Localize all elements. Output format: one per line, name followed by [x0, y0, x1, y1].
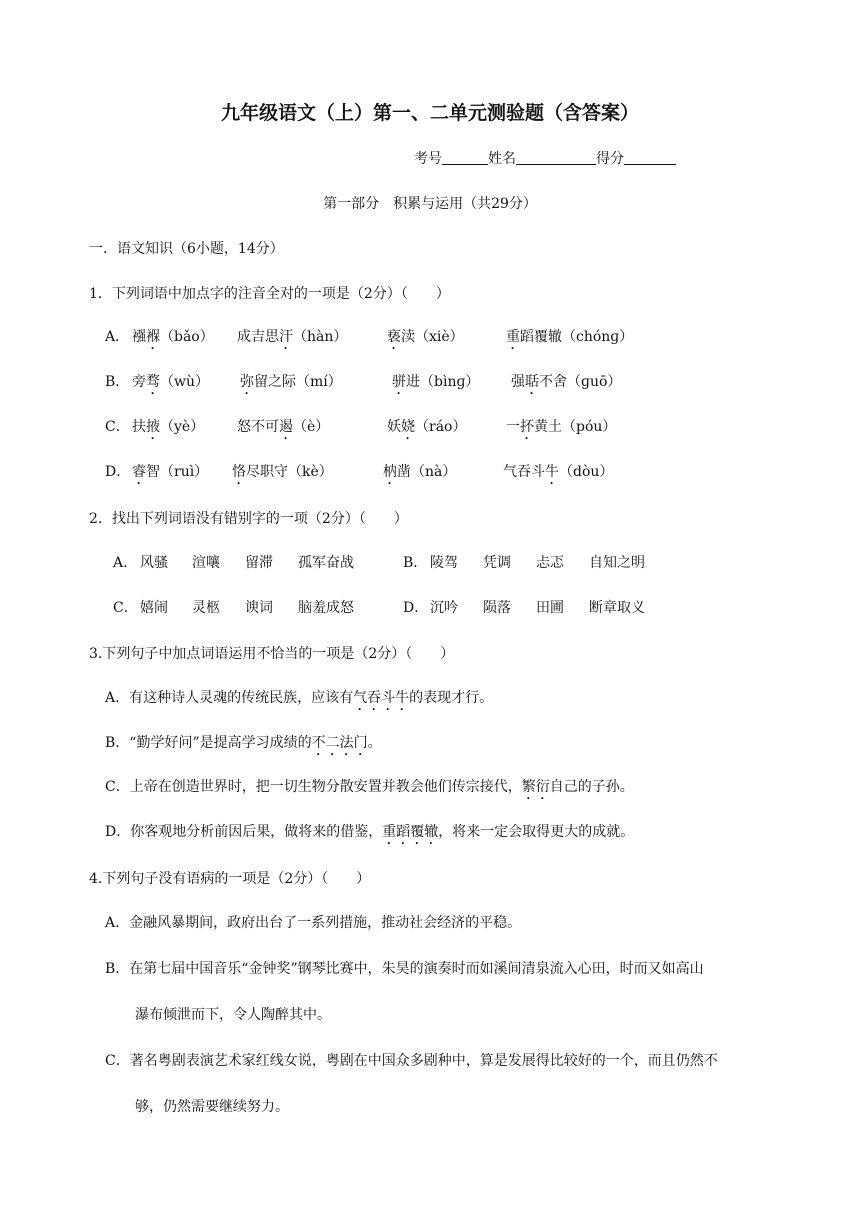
dotted-phrase: 繁衍: [521, 779, 550, 795]
word: 陨落: [483, 600, 511, 616]
pinyin-item: 旁骛（wù）: [132, 374, 209, 390]
sentence-text: 的表现才行。: [409, 690, 494, 706]
word: 谀词: [245, 600, 273, 616]
q1-option-row: [0, 417, 860, 437]
document-title: 九年级语文（上）第一、二单元测验题（含答案）: [220, 102, 639, 124]
option-label: B．: [105, 374, 130, 390]
option-label: A．: [105, 329, 130, 345]
name-label: 姓名: [488, 151, 516, 167]
exam-no-blank: [442, 150, 488, 165]
q1-option-row: [0, 372, 860, 392]
option-label: C．: [113, 600, 138, 616]
pinyin-item: 枘凿（nà）: [383, 464, 457, 480]
option-label: B．: [105, 961, 130, 977]
option-label: D．: [105, 824, 131, 840]
section-title: 一．语文知识（6小题，14分）: [89, 241, 284, 257]
option-label: D．: [403, 600, 429, 616]
pinyin-item: 恪尽职守（kè）: [232, 464, 333, 480]
header-info: [414, 149, 676, 169]
word: 陵驾: [430, 555, 458, 571]
q1-option-row: [0, 462, 860, 482]
dotted-phrase: 不二法门: [311, 735, 368, 751]
sentence-text: 在第七届中国音乐“金钟奖”钢琴比赛中，朱昊的演奏时而如溪间清泉流入心田，时而又如高山: [129, 961, 704, 977]
sentence-text: 著名粤剧表演艺术家红线女说，粤剧在中国众多剧种中，算是发展得比较好的一个，而且仍然不: [129, 1053, 718, 1069]
pinyin-item: 亵渎（xiè）: [387, 329, 464, 345]
word: 孤军奋战: [298, 555, 354, 571]
word: 自知之明: [589, 555, 645, 571]
word: 断章取义: [589, 600, 645, 616]
q2-option-row: [0, 553, 860, 573]
pinyin-item: 一抔黄土（póu）: [506, 419, 617, 435]
word: 田圃: [536, 600, 564, 616]
dotted-phrase: 重蹈覆辙: [382, 824, 439, 840]
word: 渲嚷: [192, 555, 220, 571]
pinyin-item: 扶掖（yè）: [132, 419, 205, 435]
dotted-phrase: 气吞斗牛: [353, 690, 410, 706]
option-label: A．: [113, 555, 138, 571]
option-label: A．: [105, 915, 130, 931]
pinyin-item: 睿智（ruì）: [132, 464, 209, 480]
option-label: C．: [105, 779, 130, 795]
pinyin-item: 气吞斗牛（dòu）: [503, 464, 614, 480]
q4-option-c: [105, 1051, 718, 1071]
pinyin-item: 襁褓（bǎo）: [132, 329, 214, 345]
part-title: 第一部分 积累与运用（共29分）: [323, 196, 537, 212]
score-blank: [624, 150, 676, 165]
word: 留滞: [245, 555, 273, 571]
option-label: C．: [105, 1053, 130, 1069]
sentence-text: 自己的子孙。: [549, 779, 634, 795]
sentence-text: 上帝在创造世界时，把一切生物分散安置并教会他们传宗接代，: [129, 779, 522, 795]
q4-option-b-continued: 瀑布倾泄而下，令人陶醉其中。: [135, 1007, 331, 1023]
q4-option-b: [105, 959, 704, 979]
pinyin-item: 弥留之际（mí）: [240, 374, 342, 390]
q2-option-row: [0, 598, 860, 618]
pinyin-item: 骈进（bìnɡ）: [392, 374, 480, 390]
q3-option: [105, 822, 634, 848]
sentence-text: 有这种诗人灵魂的传统民族，应该有: [129, 690, 354, 706]
sentence-text: 你客观地分析前因后果，做将来的借鉴，: [130, 824, 383, 840]
word: 凭调: [483, 555, 511, 571]
name-blank: [516, 150, 596, 165]
word: 脑羞成怒: [298, 600, 354, 616]
pinyin-item: 成吉思汗（hàn）: [237, 329, 348, 345]
option-label: B．: [403, 555, 428, 571]
option-label: B．: [105, 735, 130, 751]
q4-stem: 4.下列句子没有语病的一项是（2分）（ ）: [89, 871, 371, 887]
sentence-text: 。: [367, 735, 382, 751]
exam-no-label: 考号: [414, 151, 442, 167]
pinyin-item: 妖娆（ráo）: [387, 419, 467, 435]
q4-option-c-continued: 够，仍然需要继续努力。: [135, 1099, 289, 1115]
option-label: A．: [105, 690, 130, 706]
q1-option-row: [0, 327, 860, 347]
q4-option-a: [105, 913, 521, 933]
q3-option: [105, 733, 382, 759]
word: 沉吟: [430, 600, 458, 616]
pinyin-item: 重蹈覆辙（chónɡ）: [506, 329, 634, 345]
pinyin-item: 怒不可遏（è）: [237, 419, 330, 435]
q3-option: [105, 777, 634, 803]
score-label: 得分: [596, 151, 624, 167]
sentence-text: 金融风暴期间，政府出台了一系列措施，推动社会经济的平稳。: [129, 915, 522, 931]
word: 嬉闹: [140, 600, 168, 616]
option-label: D．: [105, 464, 131, 480]
q3-option: [105, 688, 493, 714]
sentence-text: ，将来一定会取得更大的成就。: [438, 824, 635, 840]
q2-stem: 2．找出下列词语没有错别字的一项（2分）（ ）: [89, 511, 408, 527]
word: 风骚: [140, 555, 168, 571]
pinyin-item: 强聒不舍（ɡuō）: [511, 374, 622, 390]
q3-stem: 3.下列句子中加点词语运用不恰当的一项是（2分）（ ）: [89, 646, 455, 662]
word: 灵柩: [192, 600, 220, 616]
sentence-text: “勤学好问”是提高学习成绩的: [129, 735, 312, 751]
option-label: C．: [105, 419, 130, 435]
q1-stem: 1．下列词语中加点字的注音全对的一项是（2分）（ ）: [89, 286, 450, 302]
word: 忐忑: [536, 555, 564, 571]
